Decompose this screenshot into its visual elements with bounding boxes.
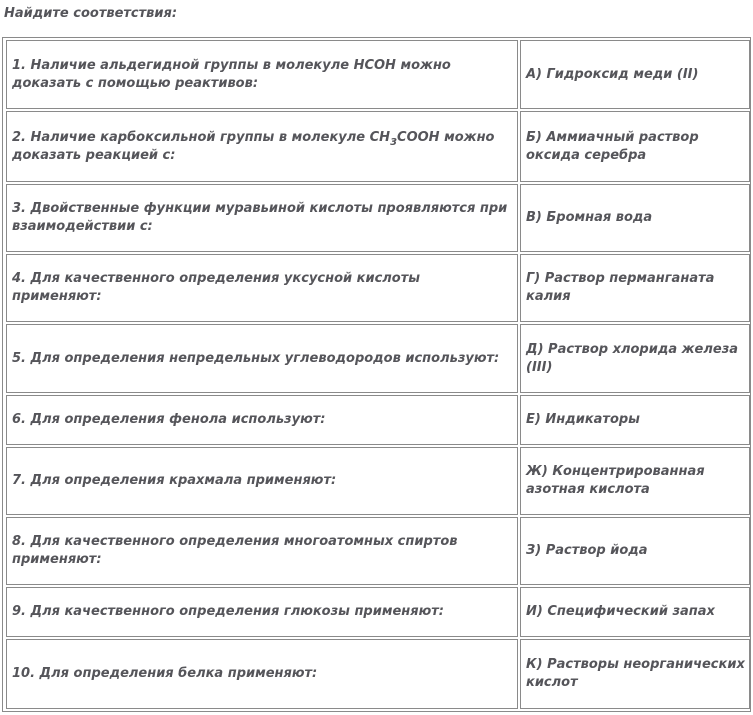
answer-cell-g: Г) Раствор перманганата калия xyxy=(520,254,750,322)
answer-cell-e: Е) Индикаторы xyxy=(520,395,750,445)
question-cell-4: 4. Для качественного определения уксусной кислоты применяют: xyxy=(6,254,518,322)
question-cell-8: 8. Для качественного определения многоатомных спиртов применяют: xyxy=(6,517,518,585)
question-cell-10: 10. Для определения белка применяют: xyxy=(6,639,518,709)
page-title: Найдите соответствия: xyxy=(4,6,178,21)
answer-cell-d: Д) Раствор хлорида железа (III) xyxy=(520,324,750,393)
answer-cell-zh: Ж) Концентрированная азотная кислота xyxy=(520,447,750,515)
answer-cell-v: В) Бромная вода xyxy=(520,184,750,252)
answer-cell-i: И) Специфический запах xyxy=(520,587,750,637)
answer-cell-a: А) Гидроксид меди (II) xyxy=(520,40,750,109)
answer-cell-b: Б) Аммиачный раствор оксида серебра xyxy=(520,111,750,182)
question-cell-1: 1. Наличие альдегидной группы в молекуле HCOH можно доказать с помощью реактивов: xyxy=(6,40,518,109)
question-cell-2 xyxy=(6,111,518,182)
question-cell-5: 5. Для определения непредельных углеводородов используют: xyxy=(6,324,518,393)
question-2-subscript: 3 xyxy=(390,136,398,148)
question-cell-9: 9. Для качественного определения глюкозы применяют: xyxy=(6,587,518,637)
question-2-part-2: COOH можно доказать реакцией с: xyxy=(12,129,495,163)
question-2-text xyxy=(12,129,514,165)
question-cell-7: 7. Для определения крахмала применяют: xyxy=(6,447,518,515)
question-cell-6: 6. Для определения фенола используют: xyxy=(6,395,518,445)
question-cell-3: 3. Двойственные функции муравьиной кислоты проявляются при взаимодействии с: xyxy=(6,184,518,252)
question-2-part-1: 2. Наличие карбоксильной группы в молекуле CH xyxy=(12,129,391,145)
matching-table xyxy=(2,37,751,712)
answer-cell-k: К) Растворы неорганических кислот xyxy=(520,639,750,709)
answer-cell-z: З) Раствор йода xyxy=(520,517,750,585)
